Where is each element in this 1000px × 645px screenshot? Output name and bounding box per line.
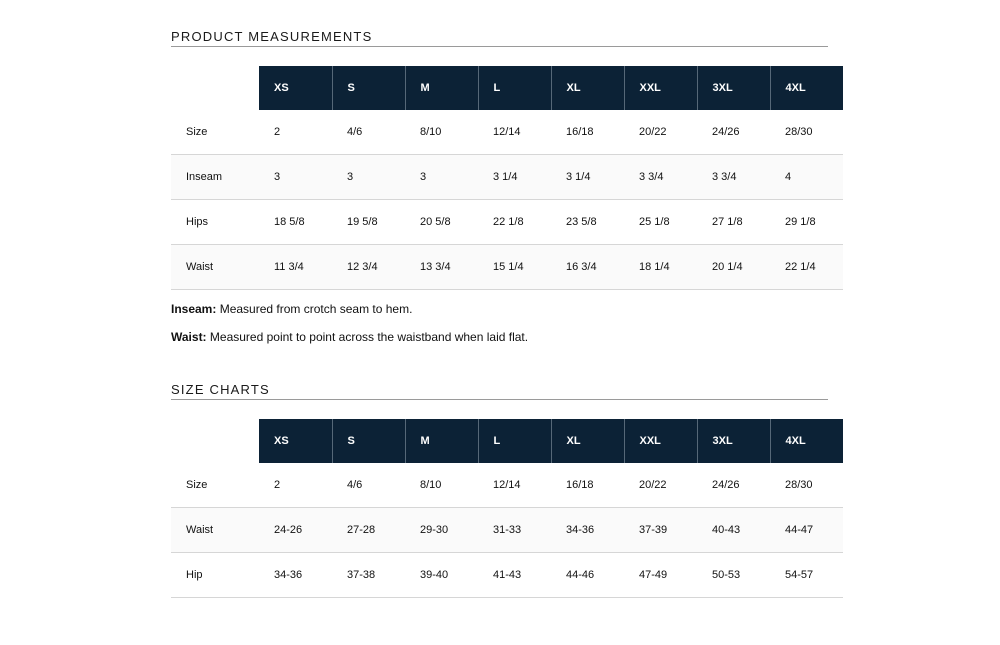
waist-note-term: Waist: xyxy=(171,330,207,344)
header-size-xxl: XXL xyxy=(624,419,697,463)
table-cell: 34-36 xyxy=(551,508,624,553)
table-cell: 2 xyxy=(259,110,332,155)
table-header-row xyxy=(171,419,843,463)
header-size-xxl: XXL xyxy=(624,66,697,110)
header-size-3xl: 3XL xyxy=(697,419,770,463)
table-cell: 16 3/4 xyxy=(551,245,624,290)
header-blank-cell xyxy=(171,419,259,463)
table-cell: 44-46 xyxy=(551,553,624,598)
table-header-row xyxy=(171,66,843,110)
table-cell: 3 3/4 xyxy=(624,155,697,200)
table-cell: 25 1/8 xyxy=(624,200,697,245)
table-cell: 54-57 xyxy=(770,553,843,598)
table-cell: 3 1/4 xyxy=(478,155,551,200)
header-size-4xl: 4XL xyxy=(770,66,843,110)
waist-note xyxy=(171,330,528,344)
inseam-note xyxy=(171,302,412,316)
table-cell: 41-43 xyxy=(478,553,551,598)
header-size-s: S xyxy=(332,419,405,463)
row-label: Waist xyxy=(171,245,259,290)
table-cell: 24/26 xyxy=(697,110,770,155)
inseam-note-term: Inseam: xyxy=(171,302,217,316)
table-cell: 12/14 xyxy=(478,463,551,508)
table-row xyxy=(171,508,843,553)
table-row xyxy=(171,463,843,508)
table-row xyxy=(171,155,843,200)
waist-note-text: Measured point to point across the waistband when laid flat. xyxy=(206,330,529,344)
row-label: Size xyxy=(171,110,259,155)
header-size-m: M xyxy=(405,66,478,110)
table-row xyxy=(171,245,843,290)
table-cell: 3 xyxy=(259,155,332,200)
size-charts-title: SIZE CHARTS xyxy=(171,382,828,400)
table-cell: 4 xyxy=(770,155,843,200)
table-cell: 4/6 xyxy=(332,110,405,155)
table-cell: 18 1/4 xyxy=(624,245,697,290)
table-cell: 50-53 xyxy=(697,553,770,598)
table-cell: 4/6 xyxy=(332,463,405,508)
table-cell: 27 1/8 xyxy=(697,200,770,245)
table-cell: 3 xyxy=(405,155,478,200)
table-cell: 12 3/4 xyxy=(332,245,405,290)
table-cell: 8/10 xyxy=(405,110,478,155)
header-size-m: M xyxy=(405,419,478,463)
table-cell: 3 3/4 xyxy=(697,155,770,200)
table-cell: 22 1/8 xyxy=(478,200,551,245)
table-cell: 19 5/8 xyxy=(332,200,405,245)
row-label: Hips xyxy=(171,200,259,245)
table-cell: 20/22 xyxy=(624,463,697,508)
row-label: Inseam xyxy=(171,155,259,200)
header-size-l: L xyxy=(478,419,551,463)
table-cell: 2 xyxy=(259,463,332,508)
table-cell: 44-47 xyxy=(770,508,843,553)
table-cell: 40-43 xyxy=(697,508,770,553)
header-size-3xl: 3XL xyxy=(697,66,770,110)
product-measurements-table xyxy=(171,66,843,290)
table-cell: 47-49 xyxy=(624,553,697,598)
table-cell: 16/18 xyxy=(551,463,624,508)
table-row xyxy=(171,200,843,245)
table-cell: 11 3/4 xyxy=(259,245,332,290)
table-cell: 29 1/8 xyxy=(770,200,843,245)
header-size-4xl: 4XL xyxy=(770,419,843,463)
table-cell: 18 5/8 xyxy=(259,200,332,245)
table-cell: 15 1/4 xyxy=(478,245,551,290)
row-label: Waist xyxy=(171,508,259,553)
table-cell: 22 1/4 xyxy=(770,245,843,290)
table-cell: 39-40 xyxy=(405,553,478,598)
table-cell: 24-26 xyxy=(259,508,332,553)
table-cell: 23 5/8 xyxy=(551,200,624,245)
table-cell: 27-28 xyxy=(332,508,405,553)
header-blank-cell xyxy=(171,66,259,110)
header-size-s: S xyxy=(332,66,405,110)
table-cell: 3 1/4 xyxy=(551,155,624,200)
table-cell: 12/14 xyxy=(478,110,551,155)
table-cell: 37-39 xyxy=(624,508,697,553)
table-cell: 13 3/4 xyxy=(405,245,478,290)
table-cell: 20 5/8 xyxy=(405,200,478,245)
table-cell: 20 1/4 xyxy=(697,245,770,290)
table-cell: 24/26 xyxy=(697,463,770,508)
row-label: Hip xyxy=(171,553,259,598)
table-cell: 20/22 xyxy=(624,110,697,155)
table-cell: 28/30 xyxy=(770,110,843,155)
header-size-xs: XS xyxy=(259,419,332,463)
inseam-note-text: Measured from crotch seam to hem. xyxy=(216,302,413,316)
product-measurements-title: PRODUCT MEASUREMENTS xyxy=(171,29,828,47)
table-row xyxy=(171,110,843,155)
header-size-xl: XL xyxy=(551,66,624,110)
header-size-xl: XL xyxy=(551,419,624,463)
table-cell: 37-38 xyxy=(332,553,405,598)
table-cell: 29-30 xyxy=(405,508,478,553)
table-cell: 34-36 xyxy=(259,553,332,598)
header-size-xs: XS xyxy=(259,66,332,110)
table-cell: 8/10 xyxy=(405,463,478,508)
table-cell: 16/18 xyxy=(551,110,624,155)
size-charts-table xyxy=(171,419,843,598)
row-label: Size xyxy=(171,463,259,508)
header-size-l: L xyxy=(478,66,551,110)
table-cell: 31-33 xyxy=(478,508,551,553)
table-cell: 28/30 xyxy=(770,463,843,508)
table-row xyxy=(171,553,843,598)
table-cell: 3 xyxy=(332,155,405,200)
